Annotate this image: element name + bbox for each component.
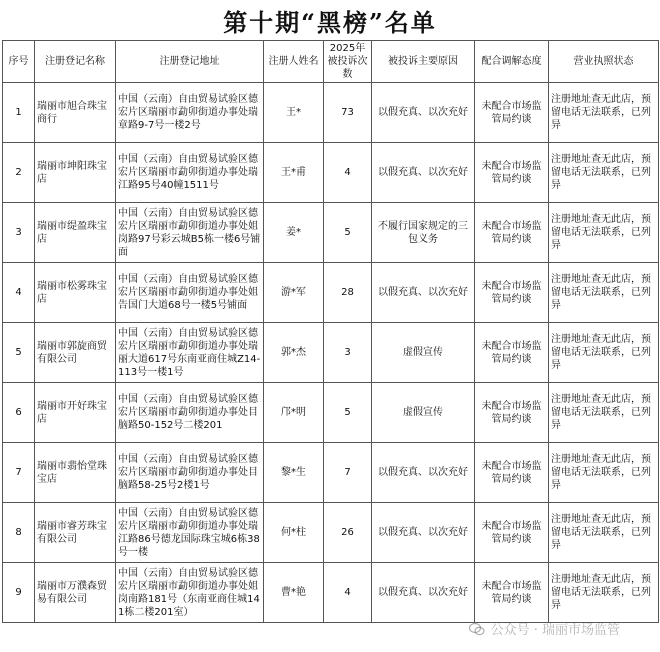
cell-status: 注册地址查无此店，预留电话无法联系，已列异 bbox=[549, 503, 659, 563]
blacklist-table bbox=[2, 40, 659, 623]
cell-count: 73 bbox=[324, 83, 372, 143]
cell-address: 中国（云南）自由贸易试验区德宏片区瑞丽市勐卯街道办事处瑞章路9-7号一楼2号 bbox=[116, 83, 264, 143]
cell-no: 1 bbox=[3, 83, 35, 143]
cell-reason: 虚假宣传 bbox=[372, 323, 475, 383]
cell-status: 注册地址查无此店，预留电话无法联系，已列异 bbox=[549, 263, 659, 323]
cell-count: 5 bbox=[324, 383, 372, 443]
cell-count: 7 bbox=[324, 443, 372, 503]
table-row bbox=[3, 83, 659, 143]
cell-reason: 以假充真、以次充好 bbox=[372, 143, 475, 203]
table-row bbox=[3, 383, 659, 443]
cell-attitude: 未配合市场监管局约谈 bbox=[475, 503, 549, 563]
cell-address: 中国（云南）自由贸易试验区德宏片区瑞丽市勐卯街道办事处目脑路50-152号二楼201 bbox=[116, 383, 264, 443]
cell-address: 中国（云南）自由贸易试验区德宏片区瑞丽市勐卯街道办事处瑞丽大道617号东南亚商住城Z14-113号一楼1号 bbox=[116, 323, 264, 383]
cell-no: 9 bbox=[3, 563, 35, 623]
cell-address: 中国（云南）自由贸易试验区德宏片区瑞丽市勐卯街道办事处瑞江路86号德龙国际珠宝城6栋38号一楼 bbox=[116, 503, 264, 563]
cell-count: 3 bbox=[324, 323, 372, 383]
watermark-text: 公众号 · 瑞丽市场监管 bbox=[490, 623, 620, 638]
header-no: 序号 bbox=[3, 41, 35, 83]
cell-reason: 虚假宣传 bbox=[372, 383, 475, 443]
cell-reason: 以假充真、以次充好 bbox=[372, 563, 475, 623]
cell-no: 2 bbox=[3, 143, 35, 203]
cell-status: 注册地址查无此店，预留电话无法联系，已列异 bbox=[549, 143, 659, 203]
cell-person: 何*柱 bbox=[264, 503, 324, 563]
cell-name: 瑞丽市坤阳珠宝店 bbox=[35, 143, 116, 203]
header-name: 注册登记名称 bbox=[35, 41, 116, 83]
cell-status: 注册地址查无此店，预留电话无法联系，已列异 bbox=[549, 203, 659, 263]
cell-no: 6 bbox=[3, 383, 35, 443]
cell-count: 28 bbox=[324, 263, 372, 323]
cell-person: 王*甫 bbox=[264, 143, 324, 203]
cell-no: 3 bbox=[3, 203, 35, 263]
header-person: 注册人姓名 bbox=[264, 41, 324, 83]
cell-person: 游*军 bbox=[264, 263, 324, 323]
table-row bbox=[3, 263, 659, 323]
cell-no: 5 bbox=[3, 323, 35, 383]
cell-name: 瑞丽市松雾珠宝店 bbox=[35, 263, 116, 323]
cell-name: 瑞丽市万濮森贸易有限公司 bbox=[35, 563, 116, 623]
cell-address: 中国（云南）自由贸易试验区德宏片区瑞丽市勐卯街道办事处姐告国门大道68号一楼5号铺面 bbox=[116, 263, 264, 323]
cell-address: 中国（云南）自由贸易试验区德宏片区瑞丽市勐卯街道办事处姐岗路97号彩云城B5栋一楼6号铺面 bbox=[116, 203, 264, 263]
cell-count: 4 bbox=[324, 563, 372, 623]
table-row bbox=[3, 503, 659, 563]
cell-name: 瑞丽市缇盈珠宝店 bbox=[35, 203, 116, 263]
cell-status: 注册地址查无此店，预留电话无法联系，已列异 bbox=[549, 443, 659, 503]
cell-status: 注册地址查无此店，预留电话无法联系，已列异 bbox=[549, 323, 659, 383]
watermark bbox=[469, 619, 620, 638]
cell-no: 4 bbox=[3, 263, 35, 323]
cell-status: 注册地址查无此店，预留电话无法联系，已列异 bbox=[549, 383, 659, 443]
header-attitude: 配合调解态度 bbox=[475, 41, 549, 83]
header-count: 2025年被投诉次数 bbox=[324, 41, 372, 83]
cell-reason: 以假充真、以次充好 bbox=[372, 503, 475, 563]
cell-attitude: 未配合市场监管局约谈 bbox=[475, 383, 549, 443]
cell-address: 中国（云南）自由贸易试验区德宏片区瑞丽市勐卯街道办事处姐岗南路181号（东南亚商住城141栋二楼201室） bbox=[116, 563, 264, 623]
cell-attitude: 未配合市场监管局约谈 bbox=[475, 263, 549, 323]
cell-reason: 不履行国家规定的三包义务 bbox=[372, 203, 475, 263]
cell-status: 注册地址查无此店，预留电话无法联系，已列异 bbox=[549, 563, 659, 623]
table-row bbox=[3, 323, 659, 383]
cell-name: 瑞丽市旭合珠宝商行 bbox=[35, 83, 116, 143]
cell-attitude: 未配合市场监管局约谈 bbox=[475, 443, 549, 503]
cell-name: 瑞丽市翡怡堂珠宝店 bbox=[35, 443, 116, 503]
cell-no: 7 bbox=[3, 443, 35, 503]
cell-person: 黎*生 bbox=[264, 443, 324, 503]
cell-attitude: 未配合市场监管局约谈 bbox=[475, 563, 549, 623]
table-row bbox=[3, 203, 659, 263]
cell-person: 王* bbox=[264, 83, 324, 143]
cell-attitude: 未配合市场监管局约谈 bbox=[475, 143, 549, 203]
cell-reason: 以假充真、以次充好 bbox=[372, 83, 475, 143]
header-reason: 被投诉主要原因 bbox=[372, 41, 475, 83]
cell-person: 邝*明 bbox=[264, 383, 324, 443]
cell-address: 中国（云南）自由贸易试验区德宏片区瑞丽市勐卯街道办事处瑞江路95号40幢1511号 bbox=[116, 143, 264, 203]
table-row bbox=[3, 563, 659, 623]
cell-person: 曹*艳 bbox=[264, 563, 324, 623]
cell-count: 26 bbox=[324, 503, 372, 563]
header-status: 营业执照状态 bbox=[549, 41, 659, 83]
cell-reason: 以假充真、以次充好 bbox=[372, 443, 475, 503]
cell-name: 瑞丽市郭旋商贸有限公司 bbox=[35, 323, 116, 383]
header-row bbox=[3, 41, 659, 83]
cell-person: 姜* bbox=[264, 203, 324, 263]
cell-reason: 以假充真、以次充好 bbox=[372, 263, 475, 323]
page-title: 第十期“黑榜”名单 bbox=[223, 7, 437, 37]
wechat-icon bbox=[469, 622, 485, 636]
table-row bbox=[3, 443, 659, 503]
table-row bbox=[3, 143, 659, 203]
header-address: 注册登记地址 bbox=[116, 41, 264, 83]
cell-name: 瑞丽市睿芳珠宝有限公司 bbox=[35, 503, 116, 563]
cell-count: 4 bbox=[324, 143, 372, 203]
cell-attitude: 未配合市场监管局约谈 bbox=[475, 203, 549, 263]
cell-no: 8 bbox=[3, 503, 35, 563]
cell-address: 中国（云南）自由贸易试验区德宏片区瑞丽市勐卯街道办事处目脑路58-25号2楼1号 bbox=[116, 443, 264, 503]
cell-attitude: 未配合市场监管局约谈 bbox=[475, 83, 549, 143]
cell-person: 郭*杰 bbox=[264, 323, 324, 383]
cell-name: 瑞丽市开好珠宝店 bbox=[35, 383, 116, 443]
cell-attitude: 未配合市场监管局约谈 bbox=[475, 323, 549, 383]
cell-count: 5 bbox=[324, 203, 372, 263]
cell-status: 注册地址查无此店，预留电话无法联系，已列异 bbox=[549, 83, 659, 143]
